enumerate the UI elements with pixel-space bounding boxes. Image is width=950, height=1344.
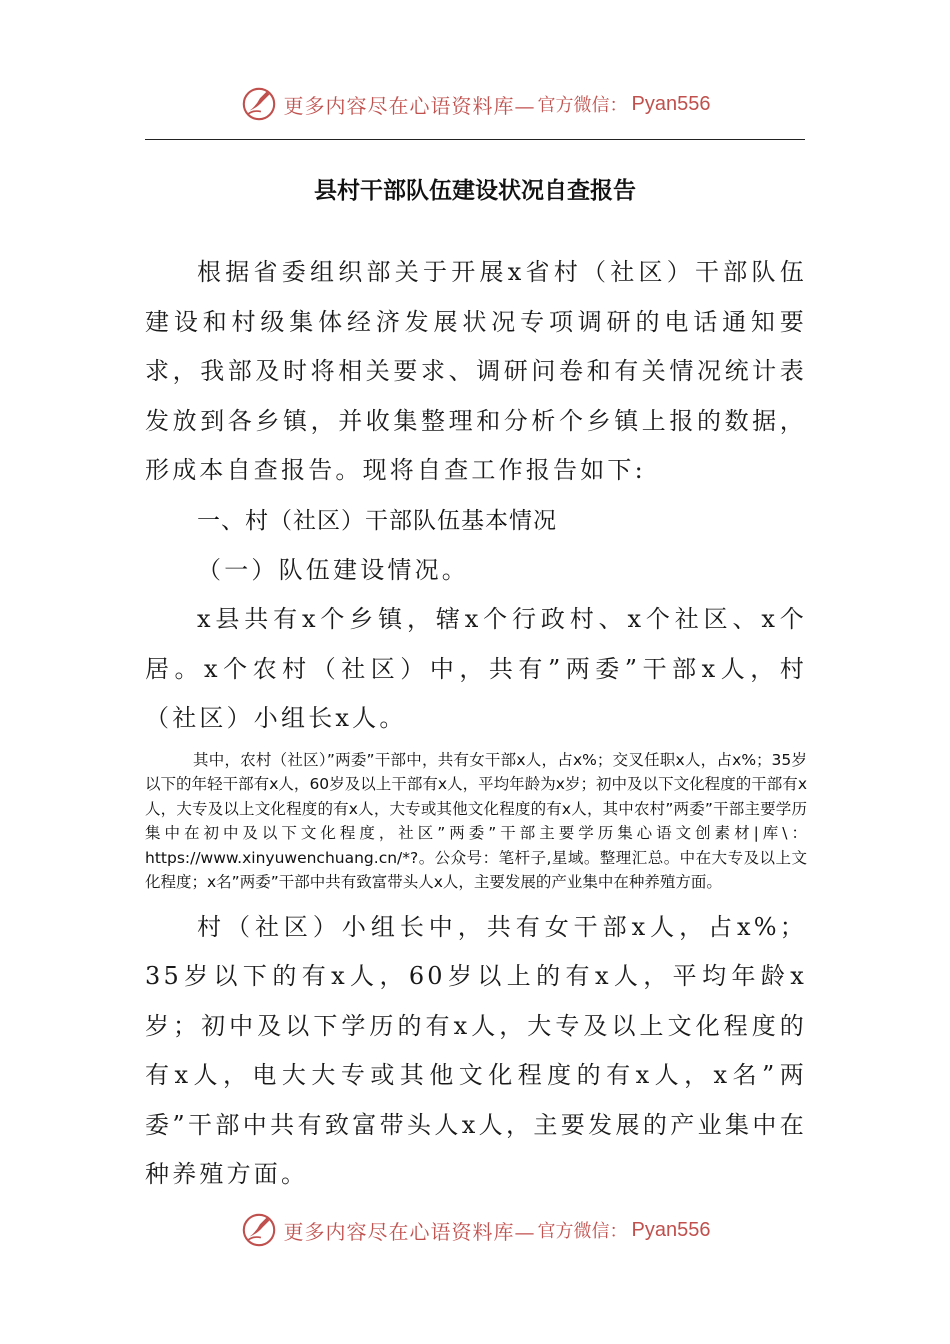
watermark-slogan: 更多内容尽在心语资料库— — [283, 93, 536, 118]
pen-seal-icon — [240, 1211, 278, 1249]
pen-seal-icon — [240, 85, 278, 123]
watermark-banner-top — [0, 82, 950, 126]
watermark-account: Pyan556 — [631, 1218, 711, 1241]
header-divider — [145, 139, 805, 140]
document-body — [145, 248, 807, 1200]
watermark-account: Pyan556 — [631, 92, 711, 115]
watermark-wechat-label: 官方微信： — [537, 1221, 628, 1242]
watermark-wechat-label: 官方微信： — [537, 95, 628, 116]
intro-paragraph: 根据省委组织部关于开展x省村（社区）干部队伍建设和村级集体经济发展状况专项调研的电话通知要求，我部及时将相关要求、调研问卷和有关情况统计表发放到各乡镇，并收集整理和分析个乡镇上报的数据，形成本自查报告。现将自查工作报告如下: — [145, 258, 807, 484]
subsection-heading: （一）队伍建设情况。 — [197, 555, 469, 584]
watermark-slogan: 更多内容尽在心语资料库— — [283, 1219, 536, 1244]
section-heading: 一、村（社区）干部队伍基本情况 — [197, 507, 557, 534]
watermark-banner-bottom — [0, 1208, 950, 1252]
paragraph-group-leaders: 村（社区）小组长中，共有女干部x人，占x%；35岁以下的有x人，60岁以上的有x人，平均年龄x岁；初中及以下学历的有x人，大专及以上文化程度的有x人，电大大专或其他文化程度的有x人，x名”两委”干部中共有致富带头人x人，主要发展的产业集中在种养殖方面。 — [145, 912, 807, 1188]
paragraph-overview: x县共有x个乡镇，辖x个行政村、x个社区、x个居。x个农村（社区）中，共有”两委”干部x人，村（社区）小组长x人。 — [145, 605, 807, 732]
document-title: 县村干部队伍建设状况自查报告 — [314, 178, 636, 204]
paragraph-two-committees: 其中，农村（社区）”两委”干部中，共有女干部x人，占x%；交叉任职x人，占x%；35岁以下的年轻干部有x人，60岁及以上干部有x人，平均年龄为x岁；初中及以下文化程度的干部有x人，大专及以上文化程度的有x人，大专或其他文化程度的有x人，其中农村”两委”干部主要学历集中在初中及以下文化程度，社区”两委”干部主要学历集心语文创素材|库\：https://www.xinyuwenchuang.cn/*?。公众号：笔杆子,星域。整理汇总。中在大专及以上文化程度；x名”两委”干部中共有致富带头人x人，主要发展的产业集中在种养殖方面。 — [145, 750, 807, 891]
